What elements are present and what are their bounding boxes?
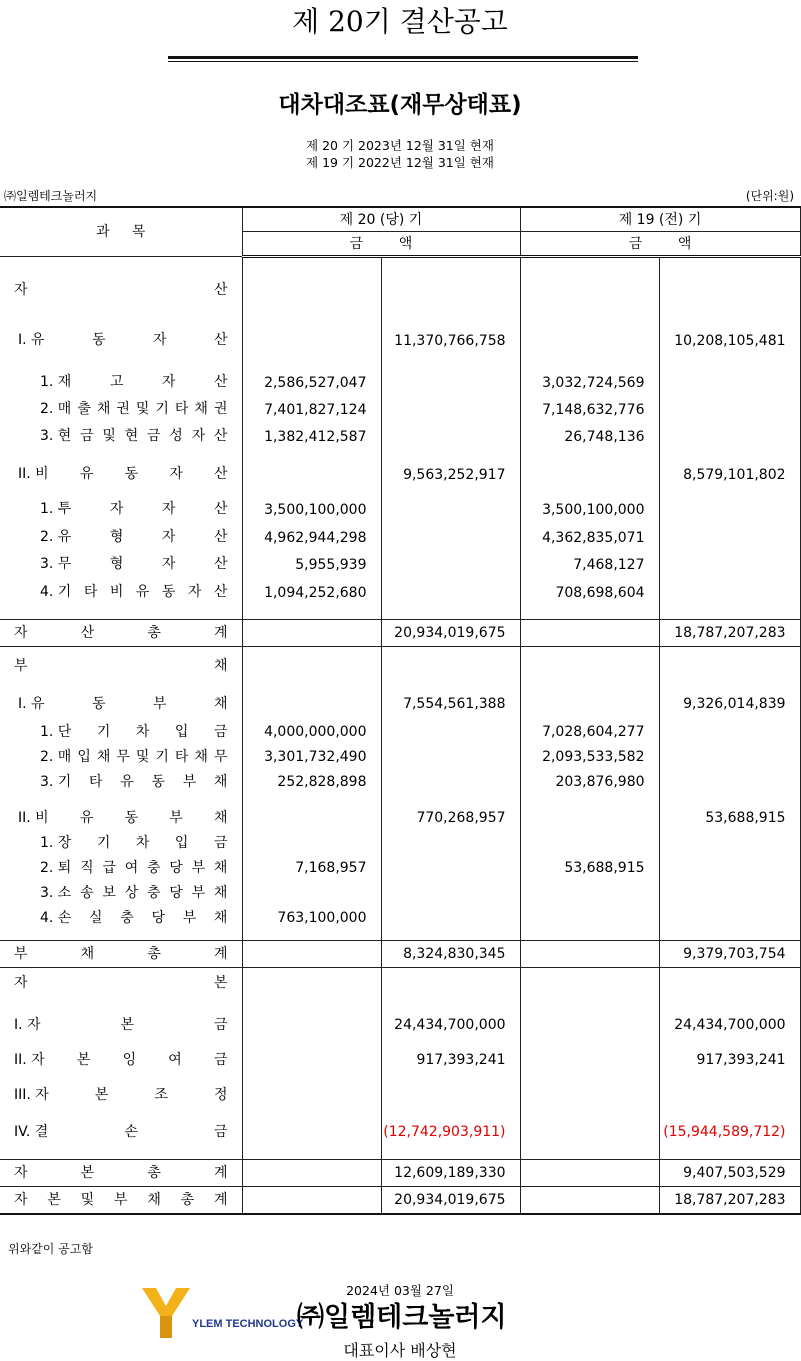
label-char: I. 자	[14, 1017, 41, 1033]
capital-surplus-previous: 917,393,241	[696, 1052, 786, 1068]
label-char: 정	[213, 1087, 228, 1103]
label-char: 산	[213, 428, 228, 444]
payables-current: 3,301,732,490	[264, 749, 367, 765]
label-char: 동	[151, 774, 165, 790]
label-char: 여	[168, 1052, 182, 1068]
label-char: 계	[213, 625, 228, 641]
capital-surplus-current: 917,393,241	[416, 1052, 506, 1068]
label-char: 상	[124, 885, 139, 901]
tangible-assets-label	[40, 528, 228, 546]
label-char: 충	[147, 860, 161, 876]
label-char: 총	[147, 625, 161, 641]
document-title: 대차대조표(재무상태표)	[278, 92, 522, 118]
label-char: 유	[79, 466, 94, 482]
label-char: 유	[135, 584, 150, 600]
label-char: 및	[102, 428, 116, 444]
label-char: 부	[182, 774, 197, 790]
label-char: 채	[80, 946, 95, 962]
label-char: 산	[213, 374, 228, 390]
tangible-assets-previous: 4,362,835,071	[542, 530, 645, 546]
title-rule-thick	[168, 56, 638, 59]
label-char: 무	[116, 749, 130, 765]
label-char: 총	[147, 946, 161, 962]
label-char: 보	[102, 885, 116, 901]
label-char: 산	[213, 556, 228, 572]
equity-total-current: 12,609,189,330	[394, 1165, 506, 1181]
label-char: 금	[213, 1124, 228, 1140]
inventory-current: 2,586,527,047	[264, 375, 367, 391]
investment-assets-previous: 3,500,100,000	[542, 502, 645, 518]
label-char: 자	[14, 975, 28, 991]
label-char: 여	[124, 860, 139, 876]
label-char: 무	[213, 749, 228, 765]
label-char: 금	[213, 724, 228, 740]
label-char: 자	[14, 282, 28, 298]
label-char: 동	[92, 696, 106, 712]
label-char: 산	[213, 466, 228, 482]
other-noncurrent-assets-label	[40, 583, 228, 601]
previous-amount-header: 금 액	[520, 232, 800, 257]
cash-current: 1,382,412,587	[264, 429, 367, 445]
label-char: 타	[174, 401, 189, 417]
label-char: 1. 장	[40, 835, 72, 851]
announcement-statement: 위와같이 공고함	[8, 1242, 93, 1256]
label-char: 형	[109, 556, 124, 572]
label-char: 권	[213, 401, 228, 417]
label-char: 충	[147, 885, 161, 901]
intangible-assets-label	[40, 555, 228, 573]
liabilities-total-current: 8,324,830,345	[403, 946, 506, 962]
long-term-borrowings-label	[40, 834, 228, 852]
liabilities-total-previous: 9,379,703,754	[683, 946, 786, 962]
label-char: 산	[213, 282, 228, 298]
label-char: 당	[169, 885, 183, 901]
current-amount-header: 금 액	[242, 232, 520, 257]
label-char: 3. 기	[40, 774, 72, 790]
label-char: 급	[102, 860, 116, 876]
label-char: 자	[191, 428, 206, 444]
label-char: 부	[14, 946, 28, 962]
capital-stock-previous: 24,434,700,000	[674, 1017, 786, 1033]
short-term-borrowings-current: 4,000,000,000	[264, 724, 367, 740]
label-char: 잉	[122, 1052, 137, 1068]
label-char: II. 비	[18, 810, 49, 826]
label-char: 자	[187, 584, 202, 600]
assets-total-previous: 18,787,207,283	[674, 625, 786, 641]
label-char: 4. 손	[40, 910, 72, 926]
grand-total-label	[0, 1187, 242, 1213]
label-char: 동	[124, 810, 139, 826]
cash-label	[40, 427, 228, 445]
label-char: 본	[94, 1087, 109, 1103]
account-column-header: 과 목	[0, 207, 242, 257]
retirement-provision-label	[40, 859, 228, 877]
label-char: 유	[120, 774, 134, 790]
other-current-liabilities-label	[40, 773, 228, 791]
inventory-label	[40, 373, 228, 391]
label-char: 타	[174, 749, 189, 765]
capital-adjustment-label	[14, 1086, 228, 1104]
noncurrent-liabilities-current: 770,268,957	[416, 810, 506, 826]
label-char: 자	[161, 374, 176, 390]
label-char: 및	[135, 749, 150, 765]
assets-total-label	[0, 620, 242, 646]
equity-total-row	[0, 1160, 800, 1187]
label-char: 산	[213, 529, 228, 545]
ylem-logo	[140, 1282, 304, 1342]
label-char: 송	[80, 885, 94, 901]
label-char: 자	[109, 501, 124, 517]
current-liabilities-current: 7,554,561,388	[403, 696, 506, 712]
capital-stock-label	[14, 1016, 228, 1034]
label-char: 당	[151, 910, 165, 926]
short-term-borrowings-previous: 7,028,604,277	[542, 724, 645, 740]
label-char: III. 자	[14, 1087, 49, 1103]
other-current-liabilities-previous: 203,876,980	[555, 774, 645, 790]
label-char: 1. 단	[40, 724, 72, 740]
label-char: 부	[191, 860, 206, 876]
grand-total-previous: 18,787,207,283	[674, 1192, 786, 1208]
label-char: II. 비	[18, 466, 49, 482]
label-char: 성	[169, 428, 183, 444]
noncurrent-assets-current: 9,563,252,917	[403, 467, 506, 483]
label-char: I. 유	[18, 332, 45, 348]
label-char: 조	[154, 1087, 168, 1103]
label-char: II. 자	[14, 1052, 45, 1068]
investment-assets-current: 3,500,100,000	[264, 502, 367, 518]
label-char: 자	[161, 556, 176, 572]
label-char: 부	[113, 1192, 128, 1208]
label-char: 산	[213, 584, 228, 600]
capital-stock-current: 24,434,700,000	[394, 1017, 506, 1033]
assets-heading	[14, 281, 228, 299]
label-char: 차	[135, 724, 150, 740]
receivables-label	[40, 400, 228, 418]
unit-label: (단위:원)	[745, 189, 794, 203]
label-char: 총	[147, 1165, 161, 1181]
assets-total-current: 20,934,019,675	[394, 625, 506, 641]
receivables-previous: 7,148,632,776	[542, 402, 645, 418]
label-char: IV. 결	[14, 1124, 49, 1140]
label-char: 부	[182, 910, 197, 926]
label-char: 직	[80, 860, 94, 876]
noncurrent-liabilities-label	[18, 809, 228, 827]
label-char: 금	[147, 428, 161, 444]
label-char: 고	[109, 374, 124, 390]
current-assets-previous: 10,208,105,481	[674, 333, 786, 349]
label-char: 입	[77, 749, 91, 765]
label-char: 자	[169, 466, 183, 482]
label-char: 본	[213, 975, 228, 991]
liabilities-total-row	[0, 941, 800, 968]
other-current-liabilities-current: 252,828,898	[277, 774, 367, 790]
label-char: 현	[124, 428, 139, 444]
label-char: 본	[80, 1165, 95, 1181]
label-char: 채	[213, 658, 228, 674]
label-char: 타	[83, 584, 98, 600]
current-assets-current: 11,370,766,758	[394, 333, 506, 349]
grand-total-current: 20,934,019,675	[394, 1192, 506, 1208]
accumulated-deficit-previous: (15,944,589,712)	[663, 1124, 786, 1140]
payables-previous: 2,093,533,582	[542, 749, 645, 765]
label-char: 및	[135, 401, 150, 417]
company-short-name: ㈜일렘테크놀러지	[4, 189, 98, 203]
notice-title: 제 20기 결산공고	[292, 5, 508, 38]
label-char: 손	[124, 1124, 138, 1140]
label-char: 산	[80, 625, 95, 641]
label-char: 1. 재	[40, 374, 72, 390]
label-char: 채	[96, 401, 111, 417]
label-char: 3. 무	[40, 556, 72, 572]
assets-block	[0, 257, 800, 620]
other-noncurrent-assets-current: 1,094,252,680	[264, 585, 367, 601]
inventory-previous: 3,032,724,569	[542, 375, 645, 391]
label-char: 본	[47, 1192, 61, 1208]
period-current: 제 20 기 2023년 12월 31일 현재	[306, 138, 494, 153]
noncurrent-assets-previous: 8,579,101,802	[683, 467, 786, 483]
label-char: 계	[213, 1192, 228, 1208]
balance-sheet-table	[0, 206, 801, 1215]
accumulated-deficit-label	[14, 1123, 228, 1141]
other-noncurrent-assets-previous: 708,698,604	[555, 585, 645, 601]
label-char: 동	[124, 466, 139, 482]
intangible-assets-current: 5,955,939	[295, 557, 367, 573]
loss-provision-label	[40, 909, 228, 927]
label-char: 채	[213, 696, 228, 712]
assets-total-row	[0, 620, 800, 647]
retirement-provision-current: 7,168,957	[295, 860, 367, 876]
label-char: 2. 유	[40, 529, 72, 545]
label-char: 금	[213, 835, 228, 851]
label-char: 비	[109, 584, 124, 600]
eq-heading	[14, 974, 228, 992]
label-char: 출	[77, 401, 91, 417]
label-char: 4. 기	[40, 584, 72, 600]
label-char: 기	[96, 724, 111, 740]
label-char: 총	[180, 1192, 195, 1208]
label-char: 채	[194, 401, 208, 417]
label-char: 채	[213, 885, 228, 901]
label-char: 동	[92, 332, 106, 348]
logo-text: YLEM TECHNOLOGY	[192, 1318, 304, 1330]
liab-heading	[14, 657, 228, 675]
label-char: 채	[147, 1192, 161, 1208]
intangible-assets-previous: 7,468,127	[573, 557, 645, 573]
cash-previous: 26,748,136	[564, 429, 645, 445]
liabilities-block	[0, 647, 800, 941]
label-char: 자	[14, 1165, 28, 1181]
label-char: 자	[14, 625, 28, 641]
label-char: 권	[116, 401, 130, 417]
label-char: 계	[213, 1165, 228, 1181]
grand-total-row	[0, 1187, 800, 1215]
label-char: 유	[79, 810, 94, 826]
label-char: 부	[152, 696, 167, 712]
previous-period-header: 제 19 (전) 기	[520, 207, 800, 232]
label-char: 타	[89, 774, 103, 790]
capital-surplus-label	[14, 1051, 228, 1069]
period-previous: 제 19 기 2022년 12월 31일 현재	[306, 155, 494, 170]
label-char: 자	[161, 501, 176, 517]
label-char: 산	[213, 332, 228, 348]
company-name: ㈜일렘테크놀러지	[297, 1302, 507, 1333]
label-char: 실	[89, 910, 103, 926]
label-char: 차	[135, 835, 150, 851]
label-char: 기	[96, 835, 111, 851]
label-char: 채	[213, 810, 228, 826]
receivables-current: 7,401,827,124	[264, 402, 367, 418]
label-char: 입	[174, 724, 189, 740]
label-char: 당	[169, 860, 183, 876]
announcement-date: 2024년 03월 27일	[346, 1283, 454, 1298]
label-char: 및	[80, 1192, 95, 1208]
label-char: 채	[213, 860, 228, 876]
label-char: 산	[213, 501, 228, 517]
label-char: 채	[213, 910, 228, 926]
label-char: 금	[213, 1052, 228, 1068]
label-char: 2. 매	[40, 749, 72, 765]
liabilities-total-label	[0, 941, 242, 967]
equity-total-label	[0, 1160, 242, 1186]
label-char: 계	[213, 946, 228, 962]
label-char: 2. 매	[40, 401, 72, 417]
label-char: 본	[120, 1017, 135, 1033]
accumulated-deficit-current: (12,742,903,911)	[383, 1124, 506, 1140]
current-assets-label	[18, 331, 228, 349]
label-char: 부	[14, 658, 28, 674]
ceo-name: 대표이사 배상현	[343, 1341, 457, 1360]
label-char: 형	[109, 529, 124, 545]
current-liabilities-previous: 9,326,014,839	[683, 696, 786, 712]
label-char: 3. 현	[40, 428, 72, 444]
title-rule-thin	[168, 61, 638, 62]
label-char: 채	[194, 749, 208, 765]
label-char: 1. 투	[40, 501, 72, 517]
current-liabilities-label	[18, 695, 228, 713]
label-char: 금	[213, 1017, 228, 1033]
label-char: 채	[96, 749, 111, 765]
label-char: 동	[161, 584, 176, 600]
label-char: 금	[80, 428, 94, 444]
label-char: 3. 소	[40, 885, 72, 901]
label-char: 자	[14, 1192, 28, 1208]
label-char: 기	[155, 749, 169, 765]
label-char: 부	[169, 810, 183, 826]
current-period-header: 제 20 (당) 기	[242, 207, 520, 232]
equity-block	[0, 968, 800, 1160]
label-char: 본	[76, 1052, 91, 1068]
label-char: 기	[155, 401, 169, 417]
label-char: 채	[213, 774, 228, 790]
label-char: 2. 퇴	[40, 860, 72, 876]
retirement-provision-previous: 53,688,915	[564, 860, 645, 876]
loss-provision-current: 763,100,000	[277, 910, 367, 926]
litigation-provision-label	[40, 884, 228, 902]
label-char: 자	[152, 332, 167, 348]
label-char: 입	[174, 835, 189, 851]
label-char: 부	[191, 885, 206, 901]
label-char: 충	[120, 910, 134, 926]
label-char: 자	[161, 529, 176, 545]
investment-assets-label	[40, 500, 228, 518]
noncurrent-liabilities-previous: 53,688,915	[705, 810, 786, 826]
equity-total-previous: 9,407,503,529	[683, 1165, 786, 1181]
short-term-borrowings-label	[40, 723, 228, 741]
label-char: I. 유	[18, 696, 45, 712]
payables-label	[40, 748, 228, 766]
noncurrent-assets-label	[18, 465, 228, 483]
tangible-assets-current: 4,962,944,298	[264, 530, 367, 546]
